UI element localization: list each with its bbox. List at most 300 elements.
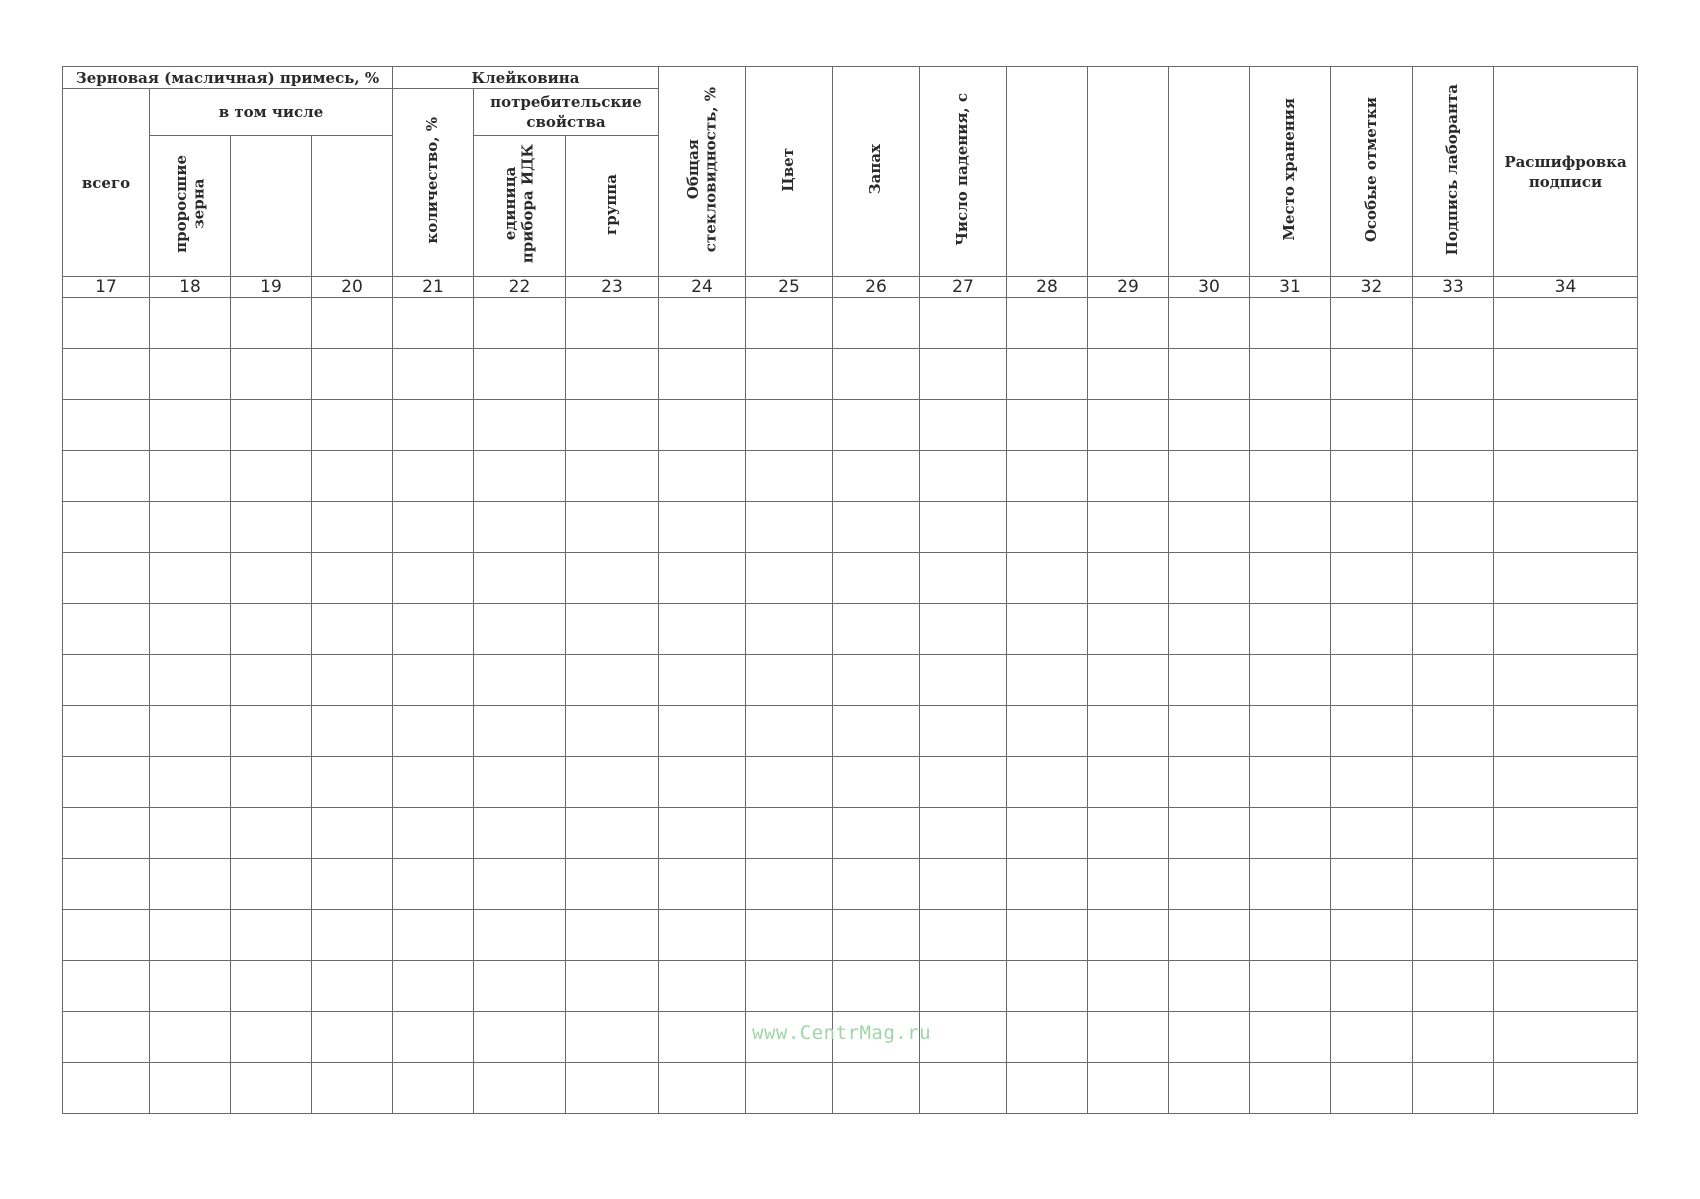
- table-cell[interactable]: [1088, 502, 1169, 553]
- table-cell[interactable]: [1250, 553, 1331, 604]
- table-cell[interactable]: [231, 757, 312, 808]
- table-cell[interactable]: [833, 553, 920, 604]
- table-cell[interactable]: [1169, 706, 1250, 757]
- table-cell[interactable]: [659, 961, 746, 1012]
- table-cell[interactable]: [474, 655, 566, 706]
- table-cell[interactable]: [1007, 349, 1088, 400]
- table-cell[interactable]: [659, 298, 746, 349]
- table-cell[interactable]: [1007, 961, 1088, 1012]
- table-cell[interactable]: [1169, 349, 1250, 400]
- table-cell[interactable]: [1494, 400, 1638, 451]
- table-cell[interactable]: [150, 859, 231, 910]
- table-cell[interactable]: [566, 910, 659, 961]
- table-cell[interactable]: [474, 502, 566, 553]
- table-cell[interactable]: [833, 1063, 920, 1114]
- table-cell[interactable]: [312, 961, 393, 1012]
- table-cell[interactable]: [1169, 757, 1250, 808]
- column-number: 28: [1007, 277, 1088, 298]
- table-cell[interactable]: [1331, 400, 1413, 451]
- table-cell[interactable]: [1494, 604, 1638, 655]
- table-cell[interactable]: [1413, 1063, 1494, 1114]
- table-cell[interactable]: [1494, 1063, 1638, 1114]
- table-cell[interactable]: [1250, 757, 1331, 808]
- table-cell[interactable]: [312, 349, 393, 400]
- table-cell[interactable]: [63, 706, 150, 757]
- table-cell[interactable]: [1413, 1012, 1494, 1063]
- table-cell[interactable]: [1413, 604, 1494, 655]
- table-cell[interactable]: [231, 451, 312, 502]
- table-cell[interactable]: [150, 604, 231, 655]
- table-cell[interactable]: [312, 1012, 393, 1063]
- table-cell[interactable]: [659, 451, 746, 502]
- table-cell[interactable]: [231, 859, 312, 910]
- table-cell[interactable]: [231, 349, 312, 400]
- table-cell[interactable]: [1088, 604, 1169, 655]
- table-cell[interactable]: [833, 859, 920, 910]
- table-cell[interactable]: [312, 859, 393, 910]
- table-cell[interactable]: [1331, 808, 1413, 859]
- table-cell[interactable]: [393, 1063, 474, 1114]
- table-cell[interactable]: [1007, 655, 1088, 706]
- table-cell[interactable]: [312, 451, 393, 502]
- table-cell[interactable]: [1331, 706, 1413, 757]
- table-cell[interactable]: [746, 604, 833, 655]
- table-cell[interactable]: [1250, 961, 1331, 1012]
- table-cell[interactable]: [1413, 349, 1494, 400]
- table-cell[interactable]: [1169, 502, 1250, 553]
- table-cell[interactable]: [1494, 757, 1638, 808]
- header-gluten: Клейковина: [393, 67, 659, 89]
- table-cell[interactable]: [659, 910, 746, 961]
- table-cell[interactable]: [393, 400, 474, 451]
- table-cell[interactable]: [566, 655, 659, 706]
- table-cell[interactable]: [312, 400, 393, 451]
- table-cell[interactable]: [393, 604, 474, 655]
- table-cell[interactable]: [474, 604, 566, 655]
- table-cell[interactable]: [1413, 655, 1494, 706]
- table-cell[interactable]: [1007, 400, 1088, 451]
- table-cell[interactable]: [920, 1063, 1007, 1114]
- table-cell[interactable]: [1169, 400, 1250, 451]
- table-cell[interactable]: [1007, 706, 1088, 757]
- table-cell[interactable]: [63, 553, 150, 604]
- table-cell[interactable]: [150, 553, 231, 604]
- table-cell[interactable]: [1250, 859, 1331, 910]
- table-cell[interactable]: [63, 757, 150, 808]
- header-smell-text: Запах: [866, 144, 885, 195]
- table-cell[interactable]: [1494, 298, 1638, 349]
- journal-sheet: [62, 66, 1638, 1114]
- table-cell[interactable]: [566, 706, 659, 757]
- table-cell[interactable]: [833, 706, 920, 757]
- table-cell[interactable]: [746, 298, 833, 349]
- table-cell[interactable]: [150, 1063, 231, 1114]
- table-cell[interactable]: [150, 808, 231, 859]
- table-cell[interactable]: [63, 910, 150, 961]
- table-cell[interactable]: [1088, 400, 1169, 451]
- table-cell[interactable]: [833, 400, 920, 451]
- table-cell[interactable]: [474, 1063, 566, 1114]
- table-cell[interactable]: [1007, 1012, 1088, 1063]
- table-cell[interactable]: [63, 451, 150, 502]
- table-cell[interactable]: [1250, 604, 1331, 655]
- table-cell[interactable]: [746, 808, 833, 859]
- table-cell[interactable]: [746, 910, 833, 961]
- table-cell[interactable]: [231, 706, 312, 757]
- table-cell[interactable]: [474, 1012, 566, 1063]
- table-cell[interactable]: [746, 706, 833, 757]
- table-cell[interactable]: [63, 1063, 150, 1114]
- table-cell[interactable]: [920, 655, 1007, 706]
- table-cell[interactable]: [231, 961, 312, 1012]
- table-cell[interactable]: [920, 961, 1007, 1012]
- table-cell[interactable]: [1413, 910, 1494, 961]
- table-cell[interactable]: [833, 451, 920, 502]
- table-cell[interactable]: [1250, 1012, 1331, 1063]
- table-cell[interactable]: [1250, 1063, 1331, 1114]
- table-cell[interactable]: [1331, 349, 1413, 400]
- table-cell[interactable]: [1007, 451, 1088, 502]
- table-cell[interactable]: [566, 961, 659, 1012]
- table-cell[interactable]: [150, 502, 231, 553]
- table-cell[interactable]: [1331, 655, 1413, 706]
- column-number: 23: [566, 277, 659, 298]
- table-cell[interactable]: [920, 400, 1007, 451]
- table-cell[interactable]: [312, 553, 393, 604]
- table-cell[interactable]: [746, 961, 833, 1012]
- table-cell[interactable]: [1413, 400, 1494, 451]
- table-cell[interactable]: [231, 910, 312, 961]
- table-cell[interactable]: [1331, 502, 1413, 553]
- table-cell[interactable]: [1494, 451, 1638, 502]
- table-cell[interactable]: [1494, 808, 1638, 859]
- table-cell[interactable]: [393, 553, 474, 604]
- table-cell[interactable]: [1088, 859, 1169, 910]
- table-cell[interactable]: [1250, 349, 1331, 400]
- table-cell[interactable]: [659, 655, 746, 706]
- table-cell[interactable]: [1007, 1063, 1088, 1114]
- table-cell[interactable]: [63, 349, 150, 400]
- table-cell[interactable]: [1494, 655, 1638, 706]
- table-cell[interactable]: [1169, 451, 1250, 502]
- table-cell[interactable]: [1169, 553, 1250, 604]
- table-cell[interactable]: [1088, 757, 1169, 808]
- table-cell[interactable]: [393, 859, 474, 910]
- table-cell[interactable]: [393, 502, 474, 553]
- table-cell[interactable]: [150, 655, 231, 706]
- table-cell[interactable]: [312, 298, 393, 349]
- table-cell[interactable]: [920, 298, 1007, 349]
- table-cell[interactable]: [1007, 757, 1088, 808]
- table-cell[interactable]: [566, 604, 659, 655]
- table-cell[interactable]: [659, 349, 746, 400]
- table-cell[interactable]: [1494, 553, 1638, 604]
- table-cell[interactable]: [1250, 655, 1331, 706]
- table-cell[interactable]: [1250, 451, 1331, 502]
- table-cell[interactable]: [63, 400, 150, 451]
- table-cell[interactable]: [63, 859, 150, 910]
- table-cell[interactable]: [1413, 298, 1494, 349]
- table-cell[interactable]: [920, 757, 1007, 808]
- table-cell[interactable]: [1088, 655, 1169, 706]
- column-number: 34: [1494, 277, 1638, 298]
- table-cell[interactable]: [920, 451, 1007, 502]
- table-cell[interactable]: [63, 298, 150, 349]
- table-cell[interactable]: [1250, 298, 1331, 349]
- table-cell[interactable]: [1494, 706, 1638, 757]
- table-cell[interactable]: [474, 400, 566, 451]
- table-cell[interactable]: [833, 961, 920, 1012]
- table-cell[interactable]: [150, 757, 231, 808]
- table-cell[interactable]: [312, 706, 393, 757]
- table-cell[interactable]: [474, 757, 566, 808]
- table-cell[interactable]: [920, 808, 1007, 859]
- table-cell[interactable]: [1331, 910, 1413, 961]
- table-cell[interactable]: [150, 961, 231, 1012]
- table-cell[interactable]: [393, 451, 474, 502]
- table-cell[interactable]: [1331, 859, 1413, 910]
- table-cell[interactable]: [920, 349, 1007, 400]
- table-row: [63, 349, 1638, 400]
- table-cell[interactable]: [920, 604, 1007, 655]
- table-cell[interactable]: [393, 655, 474, 706]
- table-cell[interactable]: [833, 808, 920, 859]
- table-cell[interactable]: [1331, 298, 1413, 349]
- table-cell[interactable]: [566, 451, 659, 502]
- table-cell[interactable]: [63, 808, 150, 859]
- table-cell[interactable]: [1331, 1063, 1413, 1114]
- table-cell[interactable]: [474, 706, 566, 757]
- table-cell[interactable]: [566, 502, 659, 553]
- table-cell[interactable]: [63, 961, 150, 1012]
- table-cell[interactable]: [1494, 859, 1638, 910]
- table-cell[interactable]: [1413, 859, 1494, 910]
- table-cell[interactable]: [1331, 451, 1413, 502]
- table-cell[interactable]: [231, 808, 312, 859]
- table-cell[interactable]: [920, 553, 1007, 604]
- table-cell[interactable]: [393, 1012, 474, 1063]
- table-cell[interactable]: [474, 910, 566, 961]
- table-cell[interactable]: [231, 553, 312, 604]
- table-cell[interactable]: [474, 349, 566, 400]
- table-row: [63, 553, 1638, 604]
- table-cell[interactable]: [1169, 1063, 1250, 1114]
- table-cell[interactable]: [1331, 757, 1413, 808]
- table-cell[interactable]: [1494, 502, 1638, 553]
- table-cell[interactable]: [1413, 808, 1494, 859]
- header-sprouted: [150, 136, 231, 277]
- table-cell[interactable]: [1494, 1012, 1638, 1063]
- table-cell[interactable]: [920, 1012, 1007, 1063]
- table-cell[interactable]: [1169, 808, 1250, 859]
- table-cell[interactable]: [833, 757, 920, 808]
- table-cell[interactable]: [659, 502, 746, 553]
- header-group: [566, 136, 659, 277]
- table-cell[interactable]: [1169, 1012, 1250, 1063]
- table-cell[interactable]: [746, 553, 833, 604]
- table-cell[interactable]: [746, 502, 833, 553]
- table-cell[interactable]: [1088, 298, 1169, 349]
- table-cell[interactable]: [566, 1063, 659, 1114]
- table-cell[interactable]: [393, 349, 474, 400]
- table-cell[interactable]: [746, 400, 833, 451]
- table-row: [63, 604, 1638, 655]
- table-cell[interactable]: [312, 808, 393, 859]
- column-number: 21: [393, 277, 474, 298]
- table-cell[interactable]: [150, 451, 231, 502]
- table-cell[interactable]: [231, 655, 312, 706]
- table-cell[interactable]: [746, 757, 833, 808]
- table-cell[interactable]: [1169, 859, 1250, 910]
- table-cell[interactable]: [833, 502, 920, 553]
- table-cell[interactable]: [566, 1012, 659, 1063]
- table-cell[interactable]: [1331, 553, 1413, 604]
- table-cell[interactable]: [1007, 910, 1088, 961]
- table-cell[interactable]: [659, 1063, 746, 1114]
- table-cell[interactable]: [150, 706, 231, 757]
- table-cell[interactable]: [746, 451, 833, 502]
- table-cell[interactable]: [659, 400, 746, 451]
- table-cell[interactable]: [231, 1012, 312, 1063]
- table-cell[interactable]: [659, 1012, 746, 1063]
- table-cell[interactable]: [1413, 553, 1494, 604]
- table-cell[interactable]: [659, 604, 746, 655]
- header-signature: [1413, 67, 1494, 277]
- table-cell[interactable]: [393, 808, 474, 859]
- table-cell[interactable]: [1494, 349, 1638, 400]
- table-cell[interactable]: [566, 757, 659, 808]
- table-cell[interactable]: [833, 910, 920, 961]
- table-cell[interactable]: [1413, 451, 1494, 502]
- table-cell[interactable]: [1331, 961, 1413, 1012]
- table-cell[interactable]: [659, 757, 746, 808]
- table-cell[interactable]: [474, 451, 566, 502]
- table-cell[interactable]: [231, 1063, 312, 1114]
- table-cell[interactable]: [1413, 961, 1494, 1012]
- table-cell[interactable]: [920, 859, 1007, 910]
- table-cell[interactable]: [150, 298, 231, 349]
- table-cell[interactable]: [1250, 706, 1331, 757]
- table-cell[interactable]: [1331, 1012, 1413, 1063]
- table-cell[interactable]: [312, 910, 393, 961]
- table-cell[interactable]: [566, 553, 659, 604]
- table-cell[interactable]: [1169, 298, 1250, 349]
- table-cell[interactable]: [1413, 757, 1494, 808]
- table-cell[interactable]: [474, 298, 566, 349]
- table-cell[interactable]: [231, 502, 312, 553]
- table-cell[interactable]: [1088, 349, 1169, 400]
- table-cell[interactable]: [393, 298, 474, 349]
- table-cell[interactable]: [1007, 859, 1088, 910]
- table-cell[interactable]: [566, 298, 659, 349]
- table-cell[interactable]: [659, 706, 746, 757]
- table-cell[interactable]: [1007, 808, 1088, 859]
- table-cell[interactable]: [231, 604, 312, 655]
- table-cell[interactable]: [1169, 961, 1250, 1012]
- table-cell[interactable]: [566, 808, 659, 859]
- table-cell[interactable]: [312, 1063, 393, 1114]
- table-cell[interactable]: [1413, 502, 1494, 553]
- table-cell[interactable]: [659, 808, 746, 859]
- table-cell[interactable]: [746, 655, 833, 706]
- header-consumer-props: потребительские свойства: [474, 89, 659, 136]
- table-cell[interactable]: [63, 1012, 150, 1063]
- table-cell[interactable]: [312, 502, 393, 553]
- table-cell[interactable]: [920, 910, 1007, 961]
- table-cell[interactable]: [1250, 502, 1331, 553]
- table-cell[interactable]: [566, 400, 659, 451]
- table-cell[interactable]: [746, 1063, 833, 1114]
- table-cell[interactable]: [393, 961, 474, 1012]
- table-cell[interactable]: [63, 604, 150, 655]
- table-cell[interactable]: [833, 349, 920, 400]
- table-cell[interactable]: [393, 706, 474, 757]
- table-cell[interactable]: [1413, 706, 1494, 757]
- table-cell[interactable]: [920, 502, 1007, 553]
- table-cell[interactable]: [1088, 1063, 1169, 1114]
- table-cell[interactable]: [63, 655, 150, 706]
- table-cell[interactable]: [63, 502, 150, 553]
- table-cell[interactable]: [746, 349, 833, 400]
- table-cell[interactable]: [474, 553, 566, 604]
- table-cell[interactable]: [1088, 451, 1169, 502]
- table-cell[interactable]: [231, 400, 312, 451]
- table-cell[interactable]: [1169, 655, 1250, 706]
- table-cell[interactable]: [566, 349, 659, 400]
- table-cell[interactable]: [1088, 706, 1169, 757]
- table-cell[interactable]: [659, 859, 746, 910]
- table-cell[interactable]: [659, 553, 746, 604]
- table-cell[interactable]: [1007, 553, 1088, 604]
- table-cell[interactable]: [312, 604, 393, 655]
- table-cell[interactable]: [566, 859, 659, 910]
- table-cell[interactable]: [920, 706, 1007, 757]
- table-cell[interactable]: [393, 757, 474, 808]
- table-cell[interactable]: [1007, 502, 1088, 553]
- table-cell[interactable]: [833, 298, 920, 349]
- table-cell[interactable]: [833, 604, 920, 655]
- table-cell[interactable]: [1250, 808, 1331, 859]
- table-cell[interactable]: [833, 655, 920, 706]
- table-cell[interactable]: [150, 349, 231, 400]
- table-cell[interactable]: [474, 808, 566, 859]
- table-cell[interactable]: [1494, 961, 1638, 1012]
- table-cell[interactable]: [150, 400, 231, 451]
- table-cell[interactable]: [746, 859, 833, 910]
- table-cell[interactable]: [312, 757, 393, 808]
- table-cell[interactable]: [474, 961, 566, 1012]
- table-cell[interactable]: [1250, 400, 1331, 451]
- table-cell[interactable]: [1088, 1012, 1169, 1063]
- table-cell[interactable]: [393, 910, 474, 961]
- table-cell[interactable]: [1169, 604, 1250, 655]
- table-cell[interactable]: [1494, 910, 1638, 961]
- table-cell[interactable]: [1169, 910, 1250, 961]
- table-cell[interactable]: [1088, 910, 1169, 961]
- table-cell[interactable]: [1088, 553, 1169, 604]
- table-cell[interactable]: [1007, 298, 1088, 349]
- table-cell[interactable]: [1088, 808, 1169, 859]
- table-cell[interactable]: [312, 655, 393, 706]
- table-cell[interactable]: [474, 859, 566, 910]
- table-cell[interactable]: [231, 298, 312, 349]
- table-cell[interactable]: [1088, 961, 1169, 1012]
- table-cell[interactable]: [1250, 910, 1331, 961]
- table-cell[interactable]: [1007, 604, 1088, 655]
- table-cell[interactable]: [150, 1012, 231, 1063]
- table-cell[interactable]: [1331, 604, 1413, 655]
- table-cell[interactable]: [150, 910, 231, 961]
